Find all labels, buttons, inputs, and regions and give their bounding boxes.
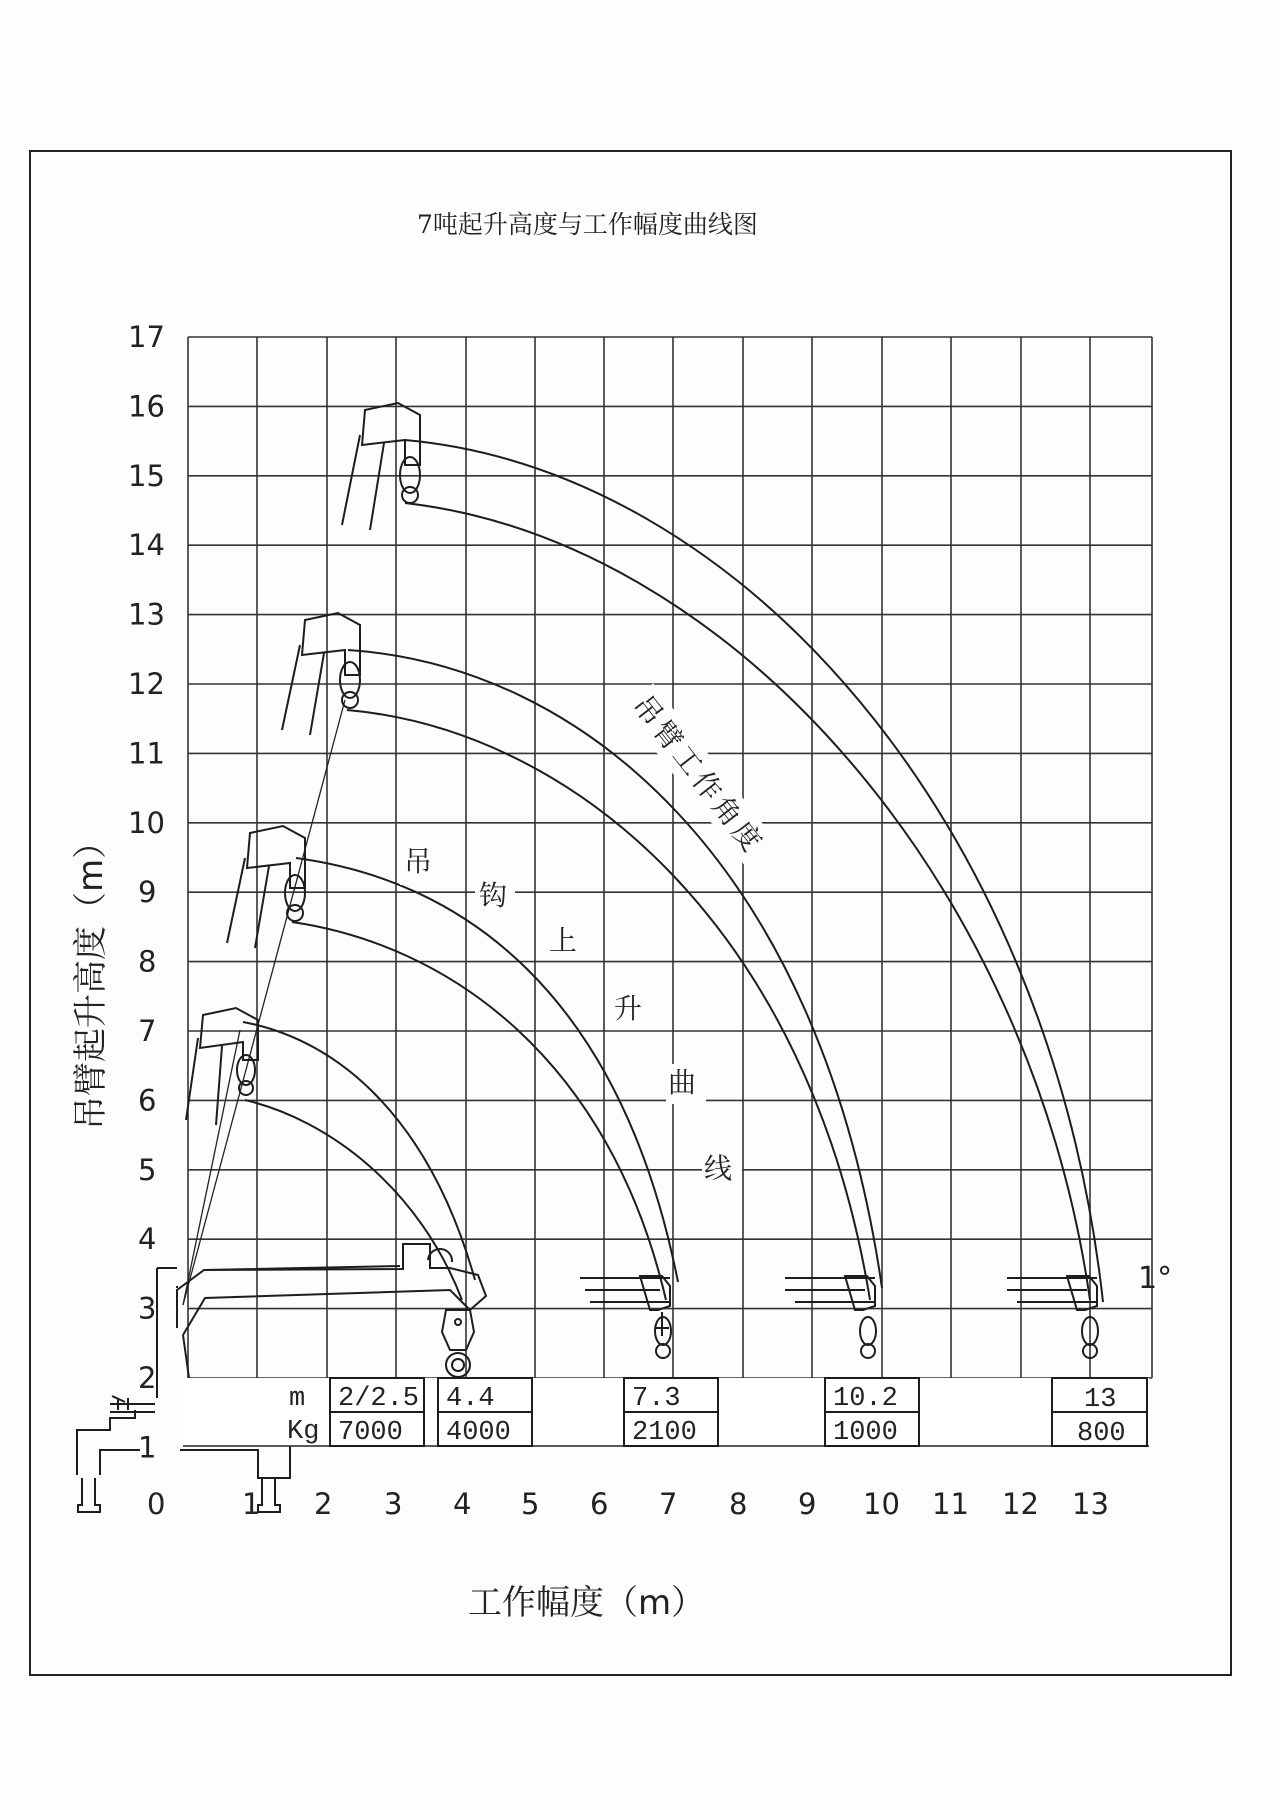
x-tick-label: 6 bbox=[590, 1487, 609, 1521]
y-tick-label: 2 bbox=[138, 1361, 157, 1395]
table-column-5 bbox=[1052, 1378, 1147, 1449]
y-tick-label: 11 bbox=[128, 736, 165, 771]
y-tick-label: 4 bbox=[138, 1222, 157, 1257]
hook-curve-char-4: 升 bbox=[614, 992, 643, 1025]
x-tick-label: 10 bbox=[863, 1487, 900, 1521]
horizontal-booms bbox=[177, 1244, 1098, 1377]
lift-curves bbox=[183, 440, 1103, 1305]
y-tick-label: 9 bbox=[138, 875, 157, 910]
boom-head-2 bbox=[227, 826, 305, 948]
y-tick-label: 12 bbox=[128, 667, 165, 701]
hook-curve-char-5: 曲 bbox=[668, 1066, 697, 1099]
boom-heads bbox=[186, 403, 420, 1125]
hook-curve-char-1: 吊 bbox=[404, 845, 433, 878]
y-tick-label: 17 bbox=[128, 320, 165, 354]
y-tick-label: 10 bbox=[128, 805, 165, 840]
x-tick-label: 3 bbox=[384, 1487, 403, 1521]
x-tick-label: 2 bbox=[314, 1487, 333, 1521]
radius-value: 7.3 bbox=[632, 1384, 681, 1414]
y-tick-label: 13 bbox=[128, 597, 165, 632]
boom3-tip-arc bbox=[348, 650, 882, 1288]
table-row-label-kg: Kg bbox=[287, 1417, 320, 1447]
y-tick-label: 5 bbox=[138, 1152, 157, 1187]
boom3-hook-arc bbox=[347, 710, 870, 1300]
boom-angle-label: 吊臂工作角度 bbox=[626, 688, 771, 861]
y-tick-label: 15 bbox=[128, 458, 165, 493]
y-tick-label: 7 bbox=[138, 1014, 157, 1048]
table-column-1 bbox=[330, 1378, 424, 1448]
boom-head-4 bbox=[342, 403, 420, 530]
x-tick-label: 9 bbox=[798, 1487, 817, 1521]
y-axis-ticks bbox=[128, 320, 165, 1464]
y-tick-label: 6 bbox=[138, 1083, 157, 1118]
load-value: 2100 bbox=[632, 1418, 697, 1448]
main-boom-arc bbox=[428, 1249, 452, 1262]
hook-block-4m bbox=[442, 1310, 474, 1377]
table-column-3 bbox=[624, 1378, 718, 1448]
hook-curve-char-2: 钩 bbox=[479, 879, 508, 912]
annotations bbox=[400, 683, 1172, 1296]
radius-value: 2/2.5 bbox=[338, 1384, 420, 1414]
radius-value: 10.2 bbox=[833, 1384, 898, 1414]
boom-luffing-line-2 bbox=[183, 1030, 240, 1305]
x-tick-label: 13 bbox=[1072, 1487, 1109, 1521]
radius-value: 13 bbox=[1084, 1385, 1117, 1415]
boom2-hook-arc bbox=[292, 922, 666, 1300]
x-tick-label: 7 bbox=[659, 1487, 678, 1521]
boom-tip-10m bbox=[785, 1276, 876, 1358]
hook-curve-char-6: 线 bbox=[704, 1152, 733, 1185]
hook-curve-char-3: 上 bbox=[549, 924, 578, 957]
y-axis-title: 吊臂起升高度（m） bbox=[71, 824, 111, 1130]
x-axis-ticks bbox=[147, 1487, 1109, 1521]
y-tick-label: 8 bbox=[138, 944, 157, 979]
load-value: 800 bbox=[1077, 1419, 1126, 1449]
radius-value: 4.4 bbox=[446, 1384, 495, 1414]
table-row-label-m: m bbox=[289, 1384, 306, 1414]
main-boom-body bbox=[177, 1244, 486, 1328]
load-value: 7000 bbox=[338, 1418, 403, 1448]
y-tick-label: 1 bbox=[138, 1430, 157, 1465]
y-tick-label: 14 bbox=[128, 528, 165, 563]
x-tick-label: 4 bbox=[453, 1487, 472, 1521]
x-axis-title: 工作幅度（m） bbox=[468, 1583, 706, 1623]
x-tick-label: 11 bbox=[932, 1487, 969, 1521]
x-tick-label: 0 bbox=[147, 1487, 166, 1521]
y-tick-label: 16 bbox=[128, 389, 165, 424]
boom-tip-7m bbox=[580, 1276, 671, 1358]
x-tick-label: 5 bbox=[521, 1487, 540, 1521]
boom-head-3 bbox=[282, 613, 360, 735]
x-tick-label: 12 bbox=[1002, 1487, 1039, 1521]
y-tick-label: 3 bbox=[138, 1291, 157, 1326]
x-tick-label: 8 bbox=[729, 1487, 748, 1521]
x-tick-label: 1 bbox=[242, 1487, 261, 1521]
min-angle-label: 1° bbox=[1138, 1261, 1173, 1296]
table-column-4 bbox=[825, 1378, 919, 1448]
load-value: 4000 bbox=[446, 1418, 511, 1448]
load-table bbox=[183, 1378, 1149, 1449]
table-column-2 bbox=[438, 1378, 532, 1448]
boom-luffing-line bbox=[183, 700, 345, 1305]
boom1-tip-arc bbox=[243, 1022, 475, 1280]
chart-title: 7吨起升高度与工作幅度曲线图 bbox=[417, 210, 758, 239]
boom2-tip-arc bbox=[296, 858, 678, 1282]
load-value: 1000 bbox=[833, 1418, 898, 1448]
grid bbox=[188, 337, 1152, 1378]
